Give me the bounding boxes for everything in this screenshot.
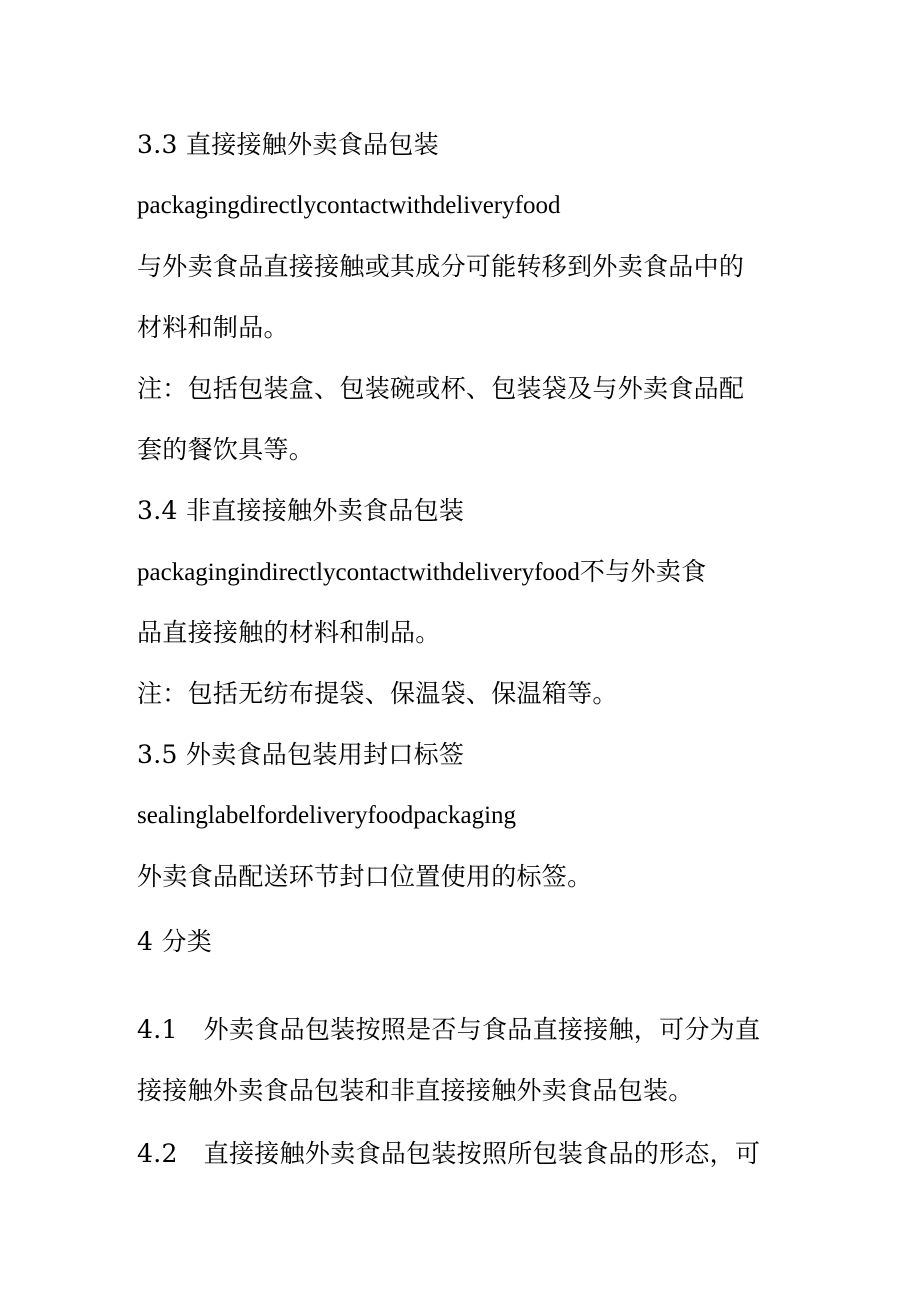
clause-text: 直接接触外卖食品包装按照所包装食品的形态，可 — [203, 1139, 761, 1168]
clause-text: 外卖食品包装按照是否与食品直接接触，可分为直 — [203, 1015, 761, 1044]
section-heading-3-4: 3.4 非直接接触外卖食品包装 — [137, 496, 465, 525]
clause-line: 接接触外卖食品包装和非直接接触外卖食品包装。 — [137, 1076, 694, 1105]
clause-number: 4.1 — [137, 1015, 178, 1044]
definition-line: 外卖食品配送环节封口位置使用的标签。 — [137, 862, 593, 891]
clause-number: 4.2 — [137, 1139, 178, 1168]
section-heading-4: 4 分类 — [137, 927, 213, 956]
note-line: 注：包括无纺布提袋、保温袋、保温箱等。 — [137, 679, 618, 708]
term-english-3-5: sealinglabelfordeliveryfoodpackaging — [137, 802, 517, 829]
term-english-3-4: packagingindirectlycontactwithdeliveryfood — [137, 559, 580, 586]
definition-start: 不与外卖食 — [579, 557, 707, 586]
term-line-3-4 — [137, 554, 797, 590]
definition-line: 材料和制品。 — [137, 313, 289, 342]
section-heading-3-5: 3.5 外卖食品包装用封口标签 — [137, 740, 465, 769]
term-english-3-3: packagingdirectlycontactwithdeliveryfood — [137, 192, 561, 219]
definition-line: 品直接接触的材料和制品。 — [137, 618, 441, 647]
clause-4-2 — [137, 1136, 797, 1172]
note-line: 套的餐饮具等。 — [137, 435, 315, 464]
clause-4-1 — [137, 1012, 797, 1048]
section-heading-3-3: 3.3 直接接触外卖食品包装 — [137, 130, 439, 159]
note-line: 注：包括包装盒、包装碗或杯、包装袋及与外卖食品配 — [137, 374, 745, 403]
definition-line: 与外卖食品直接接触或其成分可能转移到外卖食品中的 — [137, 252, 745, 281]
